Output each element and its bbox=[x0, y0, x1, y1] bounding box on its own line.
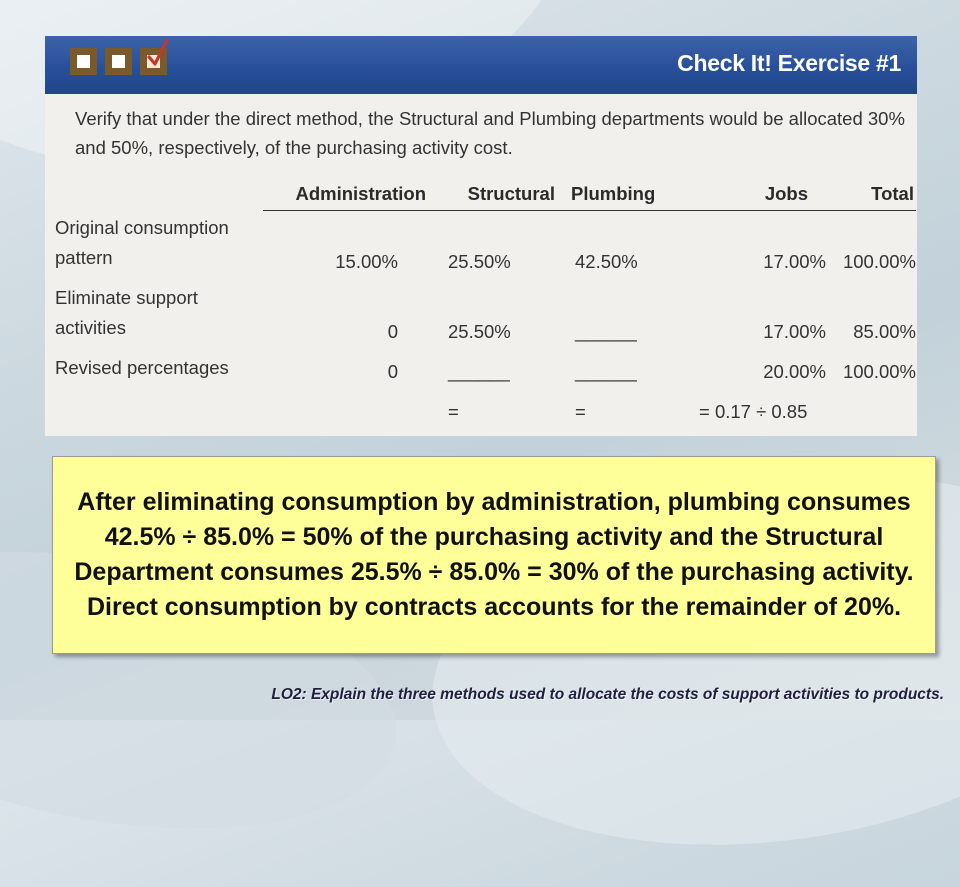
table-cell: 100.00% bbox=[842, 361, 916, 382]
table-cell: ______ bbox=[575, 361, 637, 382]
table-header: Total bbox=[826, 178, 916, 211]
table-cell: 85.00% bbox=[853, 321, 916, 342]
table-cell: 25.50% bbox=[448, 251, 511, 272]
table-cell: 20.00% bbox=[763, 361, 826, 382]
table-cell bbox=[263, 387, 438, 425]
intro-text: Verify that under the direct method, the Structural and Plumbing departments would be allocated 30% and 50%, respectively, of the purchasing activity cost. bbox=[75, 108, 905, 158]
table-cell: 100.00% bbox=[842, 251, 916, 272]
table-cell: 0 bbox=[387, 321, 398, 342]
table-row bbox=[55, 279, 916, 349]
checkbox-checked-icon bbox=[140, 48, 167, 75]
table-cell: 17.00% bbox=[763, 321, 826, 342]
table-header: Jobs bbox=[681, 178, 826, 211]
row-label: Revised percentages bbox=[55, 357, 229, 378]
table-cell: ______ bbox=[575, 321, 637, 342]
table-row bbox=[55, 349, 916, 387]
table-header: Plumbing bbox=[563, 178, 681, 211]
table-cell bbox=[826, 387, 916, 425]
table-header-row bbox=[55, 178, 916, 211]
table-cell: = bbox=[448, 401, 459, 422]
table-row bbox=[55, 387, 916, 425]
exercise-panel bbox=[45, 36, 917, 436]
checkbox-empty-icon bbox=[70, 48, 97, 75]
table-row bbox=[55, 211, 916, 280]
panel-header bbox=[45, 36, 917, 94]
table-cell: 25.50% bbox=[448, 321, 511, 342]
row-label: Eliminate support activities bbox=[55, 287, 198, 338]
checkbox-empty-icon bbox=[105, 48, 132, 75]
table-cell: = 0.17 ÷ 0.85 bbox=[699, 401, 808, 422]
table-cell: 17.00% bbox=[763, 251, 826, 272]
table-header: Administration bbox=[263, 178, 438, 211]
panel-title: Check It! Exercise #1 bbox=[677, 50, 901, 76]
table-cell: 15.00% bbox=[335, 251, 398, 272]
allocation-table bbox=[55, 178, 916, 425]
explanation-callout bbox=[52, 456, 936, 654]
table-header-blank bbox=[55, 178, 263, 211]
table-cell: = bbox=[575, 401, 586, 422]
callout-text: After eliminating consumption by administration, plumbing consumes 42.5% ÷ 85.0% = 50% of the purchasing activity and the Structural Department consumes 25.5% ÷ 85.0% = 30% of the purchasing activity. Direct consumption by contracts accounts for the remainder of 20%. bbox=[74, 488, 914, 621]
table-cell: ______ bbox=[448, 361, 510, 382]
table-cell: 42.50% bbox=[575, 251, 638, 272]
checkmark-icon bbox=[147, 37, 169, 71]
checkbox-group bbox=[70, 48, 167, 75]
learning-objective-footer: LO2: Explain the three methods used to allocate the costs of support activities to products. bbox=[271, 686, 944, 703]
table-header: Structural bbox=[438, 178, 563, 211]
row-label bbox=[55, 387, 263, 425]
row-label: Original consumption pattern bbox=[55, 217, 229, 268]
table-cell: 0 bbox=[387, 361, 398, 382]
